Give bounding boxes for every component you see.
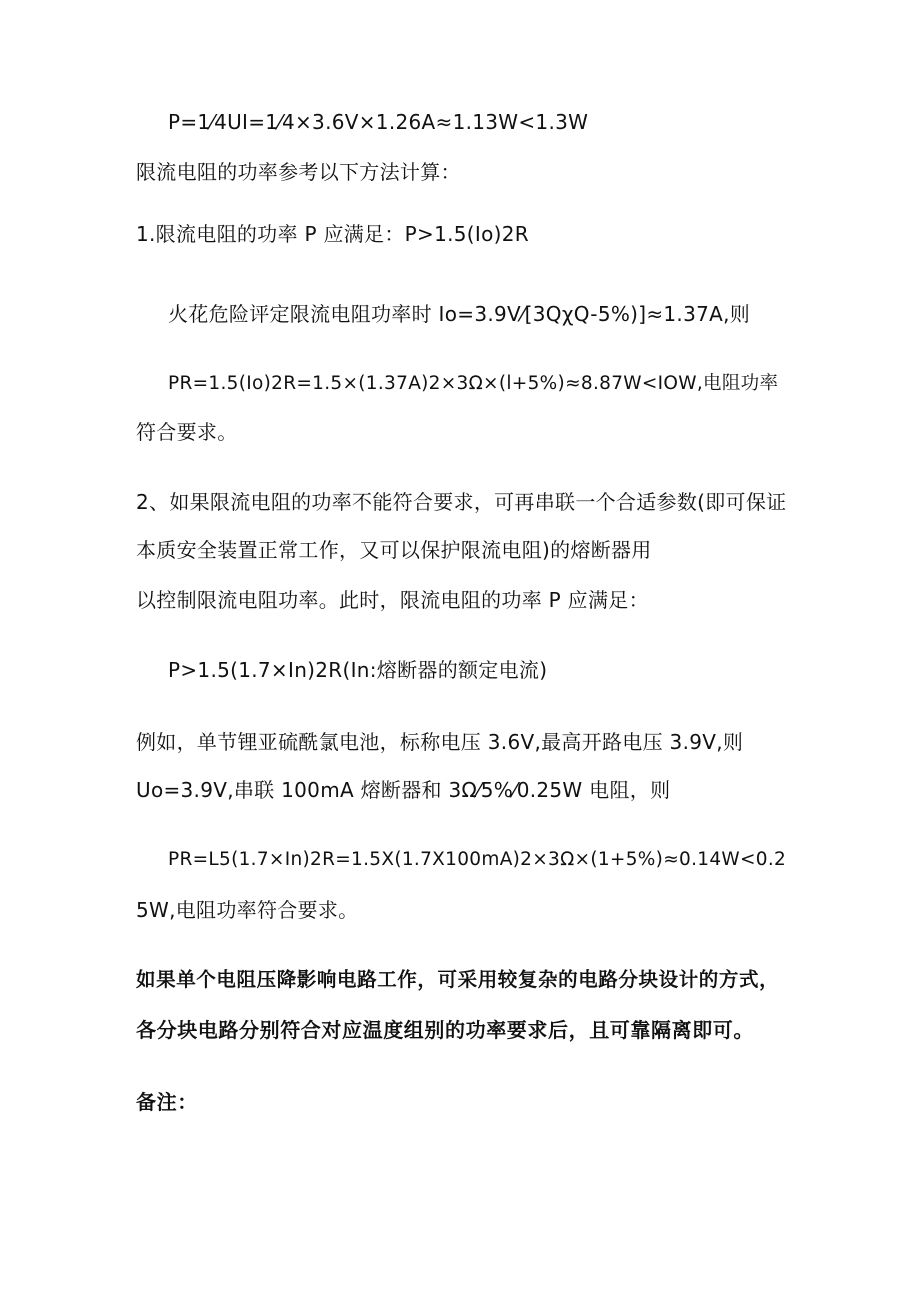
spark-evaluation-line: 火花危险评定限流电阻功率时 Io=3.9V⁄[3QχQ-5%)]≈1.37A,则 (168, 302, 751, 326)
item-2-line-3: 以控制限流电阻功率。此时，限流电阻的功率 P 应满足： (136, 588, 649, 612)
method-intro: 限流电阻的功率参考以下方法计算： (136, 160, 461, 184)
fuse-power-formula: P>1.5(1.7×In)2R(In:熔断器的额定电流) (168, 658, 548, 682)
example-line-1: 例如，单节锂亚硫酰氯电池，标称电压 3.6V,最高开路电压 3.9V,则 (136, 730, 744, 754)
pr-calculation-2: PR=L5(1.7×In)2R=1.5X(1.7X100mA)2×3Ω×(1+5%)≈0.14W<0.2 (168, 849, 787, 870)
bold-note-line-1: 如果单个电阻压降影响电路工作，可采用较复杂的电路分块设计的方式， (136, 968, 780, 991)
pr-calculation-1: PR=1.5(Io)2R=1.5×(1.37A)2×3Ω×(l+5%)≈8.87W<IOW,电阻功率 (168, 373, 779, 394)
example-line-2: Uo=3.9V,串联 100mA 熔断器和 3Ω⁄5%⁄0.25W 电阻，则 (136, 778, 671, 802)
bold-note-line-2: 各分块电路分别符合对应温度组别的功率要求后，且可靠隔离即可。 (136, 1018, 754, 1042)
item-2-line-1: 2、如果限流电阻的功率不能符合要求，可再串联一个合适参数(即可保证 (136, 490, 787, 514)
pr-calculation-2-continuation: 5W,电阻功率符合要求。 (136, 898, 359, 922)
item-2-line-2: 本质安全装置正常工作，又可以保护限流电阻)的熔断器用 (136, 538, 652, 562)
formula-power: P=1⁄4UI=1⁄4×3.6V×1.26A≈1.13W<1.3W (168, 110, 589, 134)
pr-calculation-1-continuation: 符合要求。 (136, 420, 238, 444)
item-1-condition: 1.限流电阻的功率 P 应满足：P>1.5(Io)2R (136, 222, 529, 246)
remark-heading: 备注： (136, 1090, 198, 1114)
